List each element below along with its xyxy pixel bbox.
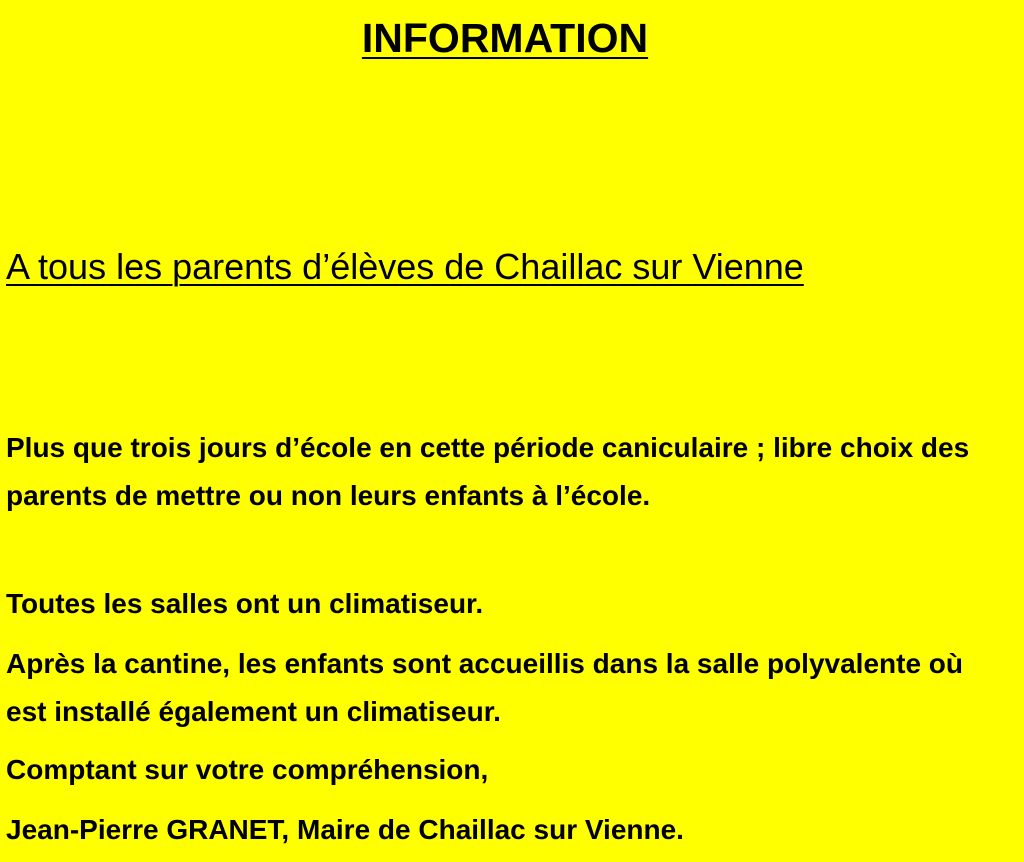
paragraph-air-conditioning: Toutes les salles ont un climatiseur. xyxy=(6,588,484,619)
page-title: INFORMATION xyxy=(361,15,649,61)
signature-line: Jean-Pierre GRANET, Maire de Chaillac sur Vienne. xyxy=(6,814,684,845)
notice-heading: A tous les parents d’élèves de Chaillac sur Vienne xyxy=(6,246,804,287)
paragraph-closing: Comptant sur votre compréhension, xyxy=(6,754,489,785)
paragraph-canteen: Après la cantine, les enfants sont accueillis dans la salle polyvalente où est installé également un climatiseur. xyxy=(6,648,964,727)
paragraph-school-days: Plus que trois jours d’école en cette période caniculaire ; libre choix des parents de mettre ou non leurs enfants à l’école. xyxy=(6,432,970,511)
